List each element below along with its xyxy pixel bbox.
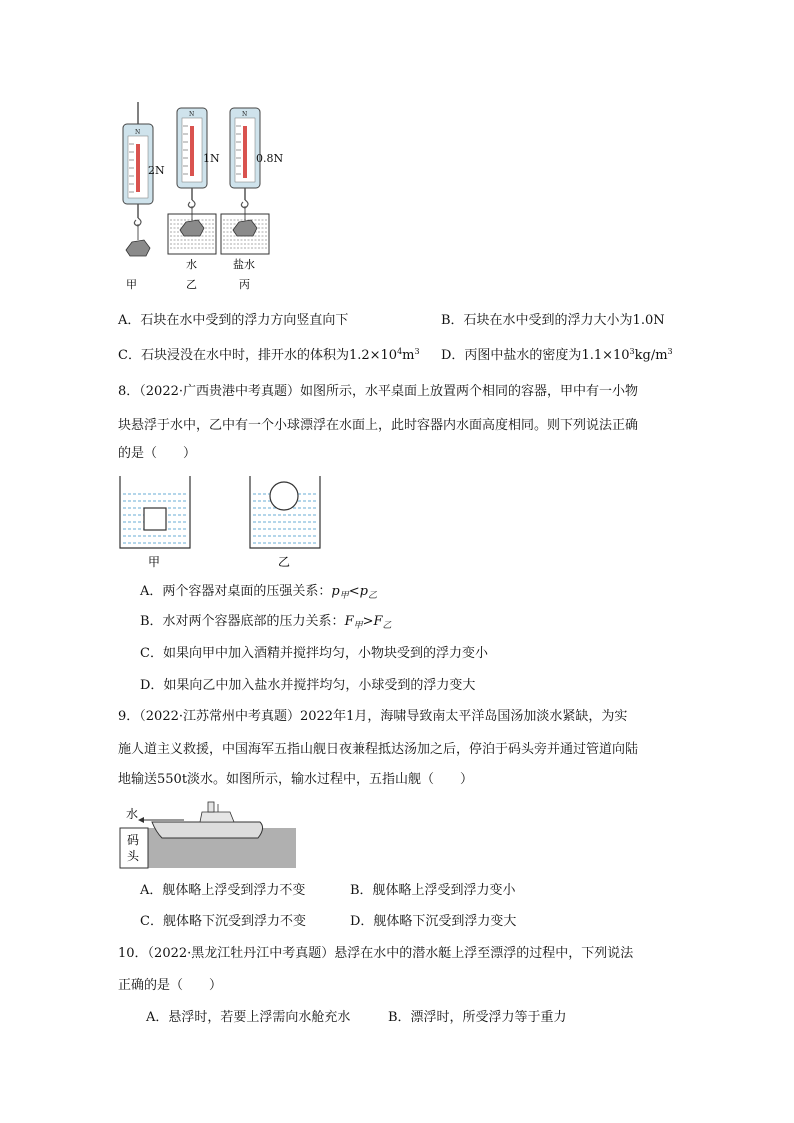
label-dock-2: 头 [127,849,140,863]
q7-option-b: B．石块在水中受到的浮力大小为1.0N [441,313,665,328]
spring-scale-yi [168,108,216,254]
label-bing: 丙 [239,278,250,291]
q10-option-a: A．悬浮时，若要上浮需向水舱充水 [146,1010,351,1025]
reading-yi: 1N [203,152,220,165]
q9-stem-line3: 地输送550t淡水。如图所示，输水过程中，五指山舰（ ） [118,772,474,787]
reading-jia: 2N [148,164,165,177]
container-yi [250,476,320,548]
q8-stem-line1: 8．（2022·广西贵港中考真题）如图所示，水平桌面上放置两个相同的容器，甲中有一小物 [118,384,638,399]
caption-water: 水 [186,258,197,271]
q9-option-c: C．舰体略下沉受到浮力不变 [140,914,306,929]
spring-scale-figure [112,100,302,300]
caption-brine: 盐水 [233,258,255,271]
small-ball [270,482,298,510]
q9-option-b: B．舰体略上浮受到浮力变小 [350,883,516,898]
svg-text:N: N [189,111,195,118]
q9-stem-line1: 9．（2022·江苏常州中考真题）2022年1月，海啸导致南太平洋岛国汤加淡水紧缺，为实 [118,709,628,724]
label-yi: 乙 [278,555,291,569]
q8-stem-line3: 的是（ ） [118,446,197,461]
label-jia: 甲 [126,278,137,291]
q9-option-a: A．舰体略上浮受到浮力不变 [140,883,306,898]
q9-option-d: D．舰体略下沉受到浮力变大 [350,914,517,929]
q8-option-a: A．两个容器对桌面的压强关系：$p_甲<p_乙$ [140,584,377,601]
q8-option-d: D．如果向乙中加入盐水并搅拌均匀，小球受到的浮力变大 [140,678,476,693]
q10-stem-line2: 正确的是（ ） [118,978,223,993]
q10-option-b: B．漂浮时，所受浮力等于重力 [388,1010,567,1025]
spring-scale-bing [221,108,269,254]
container-jia [120,476,190,548]
q8-stem-line2: 块悬浮于水中，乙中有一个小球漂浮在水面上，此时容器内水面高度相同。则下列说法正确 [118,418,639,433]
scale-n-label: N [135,129,141,136]
label-dock-1: 码 [127,833,140,847]
containers-figure [118,474,328,574]
small-block [144,508,166,530]
q7-option-d: D．丙图中盐水的密度为$1.1\times 10^3kg/m^3$ [441,347,673,363]
spring-scale-jia [123,102,153,256]
label-water: 水 [126,807,139,821]
q7-option-c: C．石块浸没在水中时，排开水的体积为$1.2\times 10^4m^3$ [118,347,420,363]
ship-hull [152,822,263,838]
q10-stem-line1: 10．（2022·黑龙江牡丹江中考真题）悬浮在水中的潜水艇上浮至漂浮的过程中，下列说法 [118,946,634,961]
label-jia: 甲 [148,555,161,569]
q8-option-b: B．水对两个容器底部的压力关系：$F_甲>F_乙$ [140,614,392,631]
svg-text:N: N [242,111,248,118]
ship-dock-figure [118,798,298,870]
q9-stem-line2: 施人道主义救援，中国海军五指山舰日夜兼程抵达汤加之后，停泊于码头旁并通过管道向陆 [118,742,639,757]
reading-bing: 0.8N [256,152,284,165]
q7-option-a: A．石块在水中受到的浮力方向竖直向下 [118,313,349,328]
label-yi: 乙 [186,278,197,291]
q8-option-c: C．如果向甲中加入酒精并搅拌均匀，小物块受到的浮力变小 [140,646,488,661]
